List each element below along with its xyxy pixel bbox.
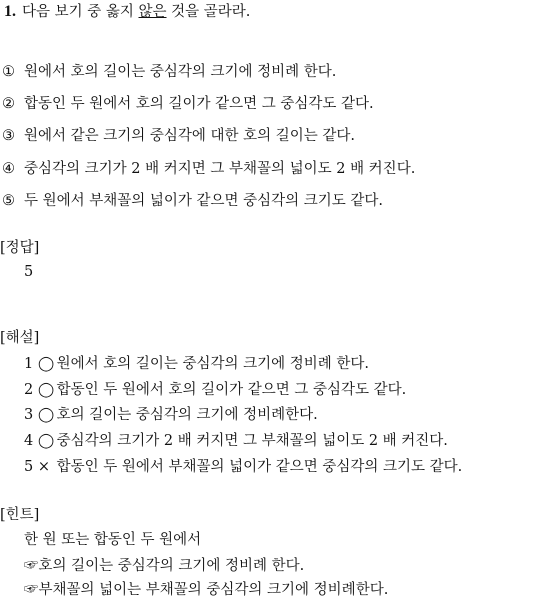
- option-marker: ④: [2, 161, 15, 177]
- hint-heading: [힌트]: [0, 507, 40, 523]
- option-5: [2, 191, 383, 211]
- option-text: 두 원에서 부채꼴의 넓이가 같으면 중심각의 크기도 같다.: [24, 193, 384, 209]
- option-text: 중심각의 크기가 2 배 커지면 그 부채꼴의 넓이도 2 배 커진다.: [24, 161, 416, 177]
- hint-point-1: ☞호의 길이는 중심각의 크기에 정비례 한다.: [24, 558, 305, 574]
- explanation-item-4: [24, 431, 448, 451]
- answer-heading: [정답]: [0, 240, 40, 256]
- question-text-underlined: 않은: [138, 4, 167, 20]
- option-text: 합동인 두 원에서 호의 길이가 같으면 그 중심각도 같다.: [24, 96, 374, 112]
- question-number: 1.: [4, 3, 16, 20]
- question-line: [4, 2, 250, 22]
- answer-value: 5: [24, 264, 34, 280]
- explanation-item-2: [24, 380, 406, 400]
- hint-point-2: ☞부채꼴의 넓이는 부채꼴의 중심각의 크기에 정비례한다.: [24, 582, 389, 598]
- option-1: [2, 62, 336, 82]
- explanation-text: 합동인 두 원에서 부채꼴의 넓이가 같으면 중심각의 크기도 같다.: [56, 459, 463, 475]
- explanation-text: 원에서 호의 길이는 중심각의 크기에 정비례 한다.: [56, 356, 370, 372]
- explanation-mark: 1 ◯: [24, 356, 55, 372]
- explanation-text: 중심각의 크기가 2 배 커지면 그 부채꼴의 넓이도 2 배 커진다.: [56, 433, 448, 449]
- explanation-heading: [해설]: [0, 330, 40, 346]
- option-4: [2, 159, 415, 179]
- explanation-mark: 3 ◯: [24, 407, 55, 423]
- option-3: [2, 126, 355, 146]
- explanation-text: 합동인 두 원에서 호의 길이가 같으면 그 중심각도 같다.: [56, 382, 407, 398]
- question-text-after: 것을 골라라.: [166, 4, 251, 20]
- explanation-mark: 5 ×: [24, 459, 50, 475]
- option-text: 원에서 호의 길이는 중심각의 크기에 정비례 한다.: [24, 64, 337, 80]
- explanation-text: 호의 길이는 중심각의 크기에 정비례한다.: [56, 407, 318, 423]
- option-marker: ②: [2, 96, 15, 112]
- explanation-item-1: [24, 354, 369, 374]
- option-marker: ③: [2, 128, 15, 144]
- explanation-item-3: [24, 405, 318, 425]
- question-text-before: 다음 보기 중 옳지: [22, 4, 139, 20]
- explanation-mark: 2 ◯: [24, 382, 55, 398]
- hint-intro: 한 원 또는 합동인 두 원에서: [24, 532, 202, 548]
- explanation-item-5: [24, 457, 462, 477]
- option-marker: ①: [2, 64, 15, 80]
- option-2: [2, 94, 374, 114]
- option-text: 원에서 같은 크기의 중심각에 대한 호의 길이는 같다.: [24, 128, 356, 144]
- option-marker: ⑤: [2, 193, 15, 209]
- explanation-mark: 4 ◯: [24, 433, 55, 449]
